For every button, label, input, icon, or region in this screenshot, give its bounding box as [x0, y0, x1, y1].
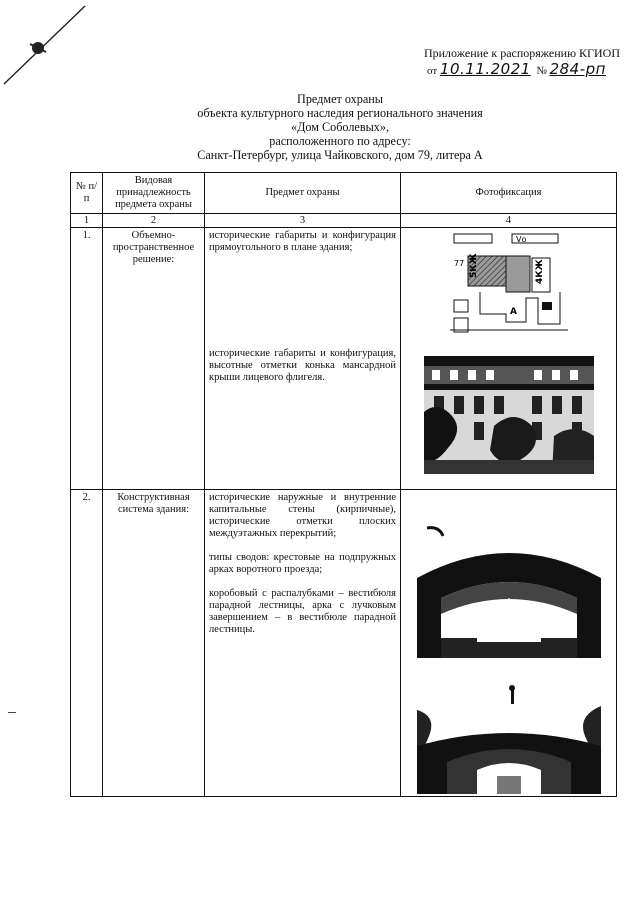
number-prefix: №: [536, 65, 547, 77]
order-date: 10.11.2021: [439, 60, 531, 78]
plan-label-letter: А: [509, 307, 517, 317]
row-number: 2.: [71, 490, 103, 797]
vestibule-photo: [417, 676, 601, 794]
row-photos: [401, 490, 617, 797]
col-num-1: 1: [71, 214, 103, 228]
title-line-2: объекта культурного наследия регионального значения: [197, 106, 483, 120]
row-photos: [401, 228, 617, 490]
title-line-4: расположенного по адресу:: [269, 134, 411, 148]
col-num-2: 2: [103, 214, 205, 228]
header-subject: Предмет охраны: [205, 173, 401, 214]
row-subjects: [205, 228, 401, 490]
subject-text: исторические габариты и конфигурация, высотные отметки конька мансардной крыши лицевого флигеля.: [209, 348, 396, 383]
row-type: Объемно-пространственное решение:: [103, 228, 205, 490]
appendix-header: Приложение к распоряжению КГИОП: [423, 46, 620, 60]
table-row: [71, 228, 617, 490]
subject-text: исторические наружные и внутренние капитальные стены (кирпичные), исторические отметки плоских междуэтажных перекрытий;: [209, 492, 396, 539]
plan-label-vo: Vо: [515, 235, 526, 244]
column-number-row: [71, 214, 617, 228]
vault-arch-photo: [417, 518, 601, 658]
title-line-1: Предмет охраны: [297, 92, 383, 106]
table-row: [71, 490, 617, 797]
header-type: Видовая принадлежность предмета охраны: [103, 173, 205, 214]
row-subjects: [205, 490, 401, 797]
row-number: 1.: [71, 228, 103, 490]
plan-label-floors-a: 5КЖ: [468, 253, 479, 278]
col-num-4: 4: [401, 214, 617, 228]
document-title: [150, 92, 530, 162]
header-num: № п/п: [71, 173, 103, 214]
subject-text: коробовый с распалубками – вестибюля парадной лестницы, арка с лучковым завершением – в вестибюле парадной лестницы.: [209, 588, 396, 635]
site-plan-image: [450, 230, 568, 338]
margin-mark: [8, 712, 16, 713]
corner-mark: [0, 0, 95, 90]
subject-text: типы сводов: крестовые на подпружных арках воротного проезда;: [209, 552, 396, 575]
title-line-5: Санкт-Петербург, улица Чайковского, дом 79, литера А: [197, 148, 483, 162]
col-num-3: 3: [205, 214, 401, 228]
facade-photo: [424, 356, 594, 474]
order-number: 284-рп: [549, 60, 606, 78]
protection-subject-table: [70, 172, 617, 797]
subject-text: исторические габариты и конфигурация прямоугольного в плане здания;: [209, 230, 396, 253]
row-type: Конструктивная система здания:: [103, 490, 205, 797]
plan-label-floors-b: 4КЖ: [534, 259, 545, 284]
plan-label-num: 77: [453, 259, 464, 268]
table-header-row: [71, 173, 617, 214]
header-photo: Фотофиксация: [401, 173, 617, 214]
title-line-3: «Дом Соболевых»,: [290, 120, 390, 134]
order-date-line: [427, 60, 627, 78]
date-prefix: от: [427, 65, 438, 77]
